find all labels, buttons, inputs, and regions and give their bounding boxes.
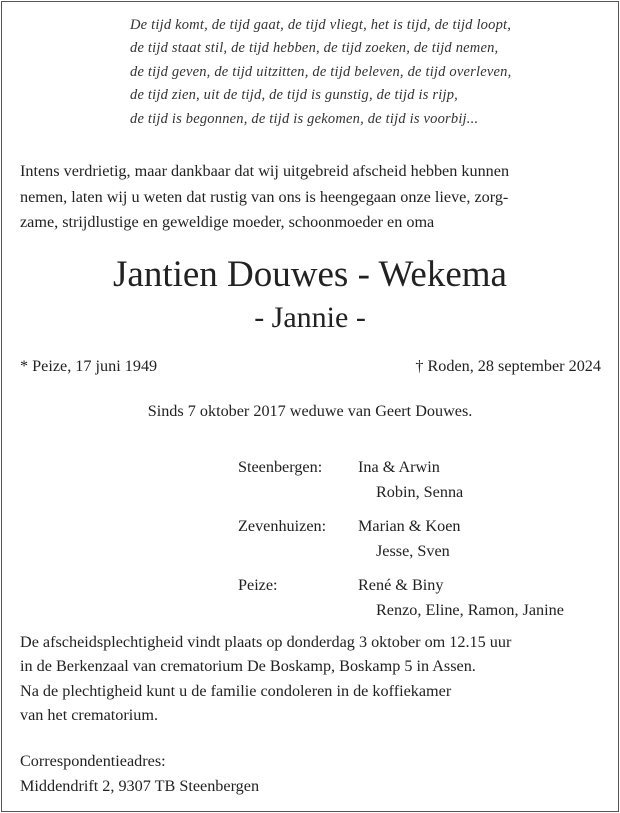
family-names: Ina & Arwin	[358, 458, 440, 476]
correspondence-label: Correspondentieadres:	[20, 752, 166, 770]
widow-note: Sinds 7 oktober 2017 weduwe van Geert Douwes.	[147, 402, 473, 420]
deceased-name: Jantien Douwes - Wekema	[113, 254, 507, 295]
funeral-line: in de Berkenzaal van crematorium De Boskamp, Boskamp 5 in Assen.	[20, 657, 476, 676]
poem-line: de tijd staat stil, de tijd hebben, de tijd zoeken, de tijd nemen,	[130, 40, 499, 57]
family-place: Peize:	[238, 576, 278, 594]
family-names: Marian & Koen	[358, 517, 461, 535]
family-children: Robin, Senna	[376, 483, 464, 501]
intro-line: nemen, laten wij u weten dat rustig van ons is heengegaan onze lieve, zorg-	[20, 187, 509, 206]
death-info: † Roden, 28 september 2024	[415, 357, 601, 375]
intro-text	[20, 159, 605, 236]
family-names: René & Biny	[358, 576, 444, 594]
correspondence-address: Middendrift 2, 9307 TB Steenbergen	[20, 777, 260, 795]
poem-line: De tijd komt, de tijd gaat, de tijd vliegt, het is tijd, de tijd loopt,	[130, 17, 512, 33]
family-place: Zevenhuizen:	[238, 517, 327, 535]
intro-line: zame, strijdlustige en geweldige moeder, schoonmoeder en oma	[20, 213, 435, 231]
poem-line: de tijd is begonnen, de tijd is gekomen, de tijd is voorbij...	[130, 110, 479, 127]
family-children: Jesse, Sven	[376, 542, 450, 560]
funeral-line: van het crematorium.	[20, 705, 158, 724]
poem-line: de tijd geven, de tijd uitzitten, de tijd beleven, de tijd overleven,	[130, 63, 512, 80]
birth-info: * Peize, 17 juni 1949	[20, 357, 158, 375]
intro-line: Intens verdrietig, maar dankbaar dat wij uitgebreid afscheid hebben kunnen	[20, 162, 510, 180]
funeral-info	[20, 630, 511, 727]
correspondence	[20, 749, 259, 799]
funeral-line: Na de plechtigheid kunt u de familie condoleren in de koffiekamer	[20, 681, 452, 700]
family-place: Steenbergen:	[238, 458, 323, 476]
poem-line: de tijd zien, uit de tijd, de tijd is gunstig, de tijd is rijp,	[130, 87, 458, 104]
family-children: Renzo, Eline, Ramon, Janine	[376, 601, 564, 619]
deceased-nickname: - Jannie -	[254, 301, 366, 334]
funeral-line: De afscheidsplechtigheid vindt plaats op donderdag 3 oktober om 12.15 uur	[20, 633, 512, 651]
poem	[130, 14, 511, 131]
